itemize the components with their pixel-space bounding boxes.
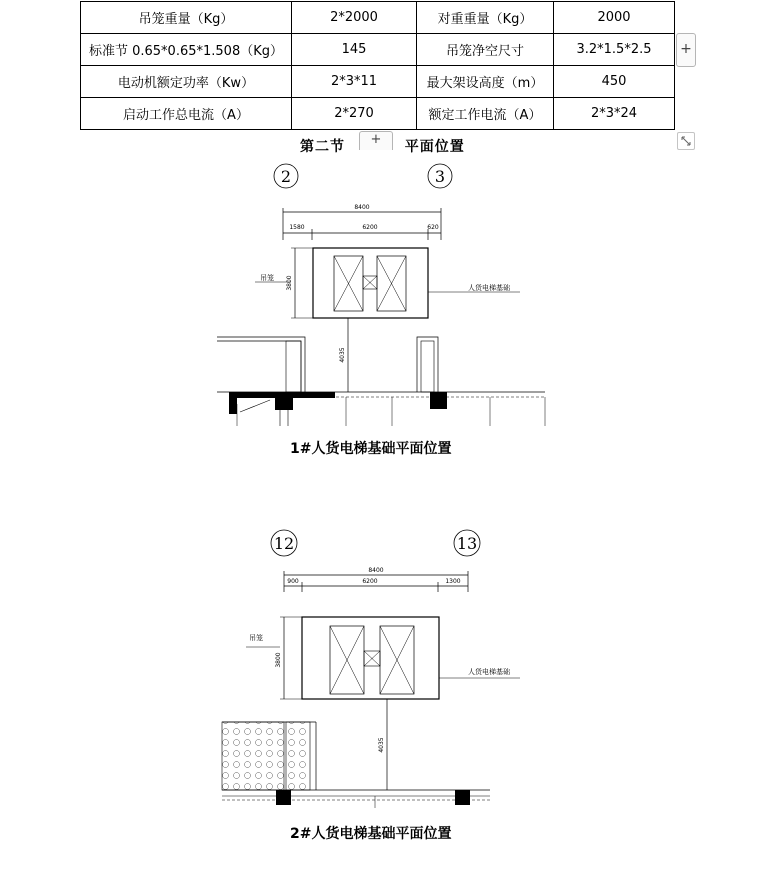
axis-label-2: 2 bbox=[280, 167, 292, 186]
table-cell[interactable]: 最大架设高度（m） bbox=[417, 66, 554, 98]
label-cage: 吊笼 bbox=[249, 634, 263, 642]
table-cell[interactable]: 额定工作电流（A） bbox=[417, 98, 554, 130]
dim-mid: 6200 bbox=[362, 578, 378, 585]
dim-offset: 4035 bbox=[339, 347, 346, 363]
table-cell[interactable]: 3.2*1.5*2.5 bbox=[554, 34, 675, 66]
section-heading-right: 平面位置 bbox=[404, 139, 465, 155]
figure-2-caption: 2#人货电梯基础平面位置 bbox=[290, 826, 452, 842]
axis-label-12: 12 bbox=[273, 534, 295, 553]
dim-total: 8400 bbox=[368, 567, 384, 574]
dim-offset: 4035 bbox=[378, 737, 385, 753]
label-base: 人货电梯基础 bbox=[468, 668, 510, 676]
table-cell[interactable]: 2*2000 bbox=[292, 2, 417, 34]
dim-height: 3800 bbox=[275, 652, 282, 668]
dim-left: 1580 bbox=[289, 224, 305, 231]
figure-1-caption: 1#人货电梯基础平面位置 bbox=[290, 441, 452, 457]
table-cell[interactable]: 电动机额定功率（Kw） bbox=[81, 66, 292, 98]
table-cell[interactable]: 2*3*11 bbox=[292, 66, 417, 98]
label-cage: 吊笼 bbox=[260, 274, 274, 282]
table-cell[interactable]: 145 bbox=[292, 34, 417, 66]
dim-left: 900 bbox=[287, 578, 299, 585]
dim-right: 1300 bbox=[445, 578, 461, 585]
figure-1 bbox=[217, 164, 545, 426]
dim-height: 3800 bbox=[286, 275, 293, 291]
table-cell[interactable]: 2000 bbox=[554, 2, 675, 34]
add-row-button[interactable]: + bbox=[676, 33, 696, 67]
axis-label-13: 13 bbox=[456, 534, 478, 553]
table-cell[interactable]: 启动工作总电流（A） bbox=[81, 98, 292, 130]
elevator-base bbox=[302, 617, 439, 699]
label-base: 人货电梯基础 bbox=[468, 284, 510, 292]
table-cell[interactable]: 对重重量（Kg） bbox=[417, 2, 554, 34]
figure-2 bbox=[222, 530, 520, 808]
dim-mid: 6200 bbox=[362, 224, 378, 231]
table-cell[interactable]: 吊笼重量（Kg） bbox=[81, 2, 292, 34]
table-cell[interactable]: 吊笼净空尺寸 bbox=[417, 34, 554, 66]
dim-right: 620 bbox=[427, 224, 439, 231]
axis-label-3: 3 bbox=[434, 167, 446, 186]
section-heading-left: 第二节 bbox=[300, 139, 345, 155]
table-cell[interactable]: 2*270 bbox=[292, 98, 417, 130]
add-column-button[interactable]: + bbox=[359, 131, 393, 150]
dim-total: 8400 bbox=[354, 204, 370, 211]
table-cell[interactable]: 2*3*24 bbox=[554, 98, 675, 130]
table-cell[interactable]: 标准节 0.65*0.65*1.508（Kg） bbox=[81, 34, 292, 66]
table-cell[interactable]: 450 bbox=[554, 66, 675, 98]
